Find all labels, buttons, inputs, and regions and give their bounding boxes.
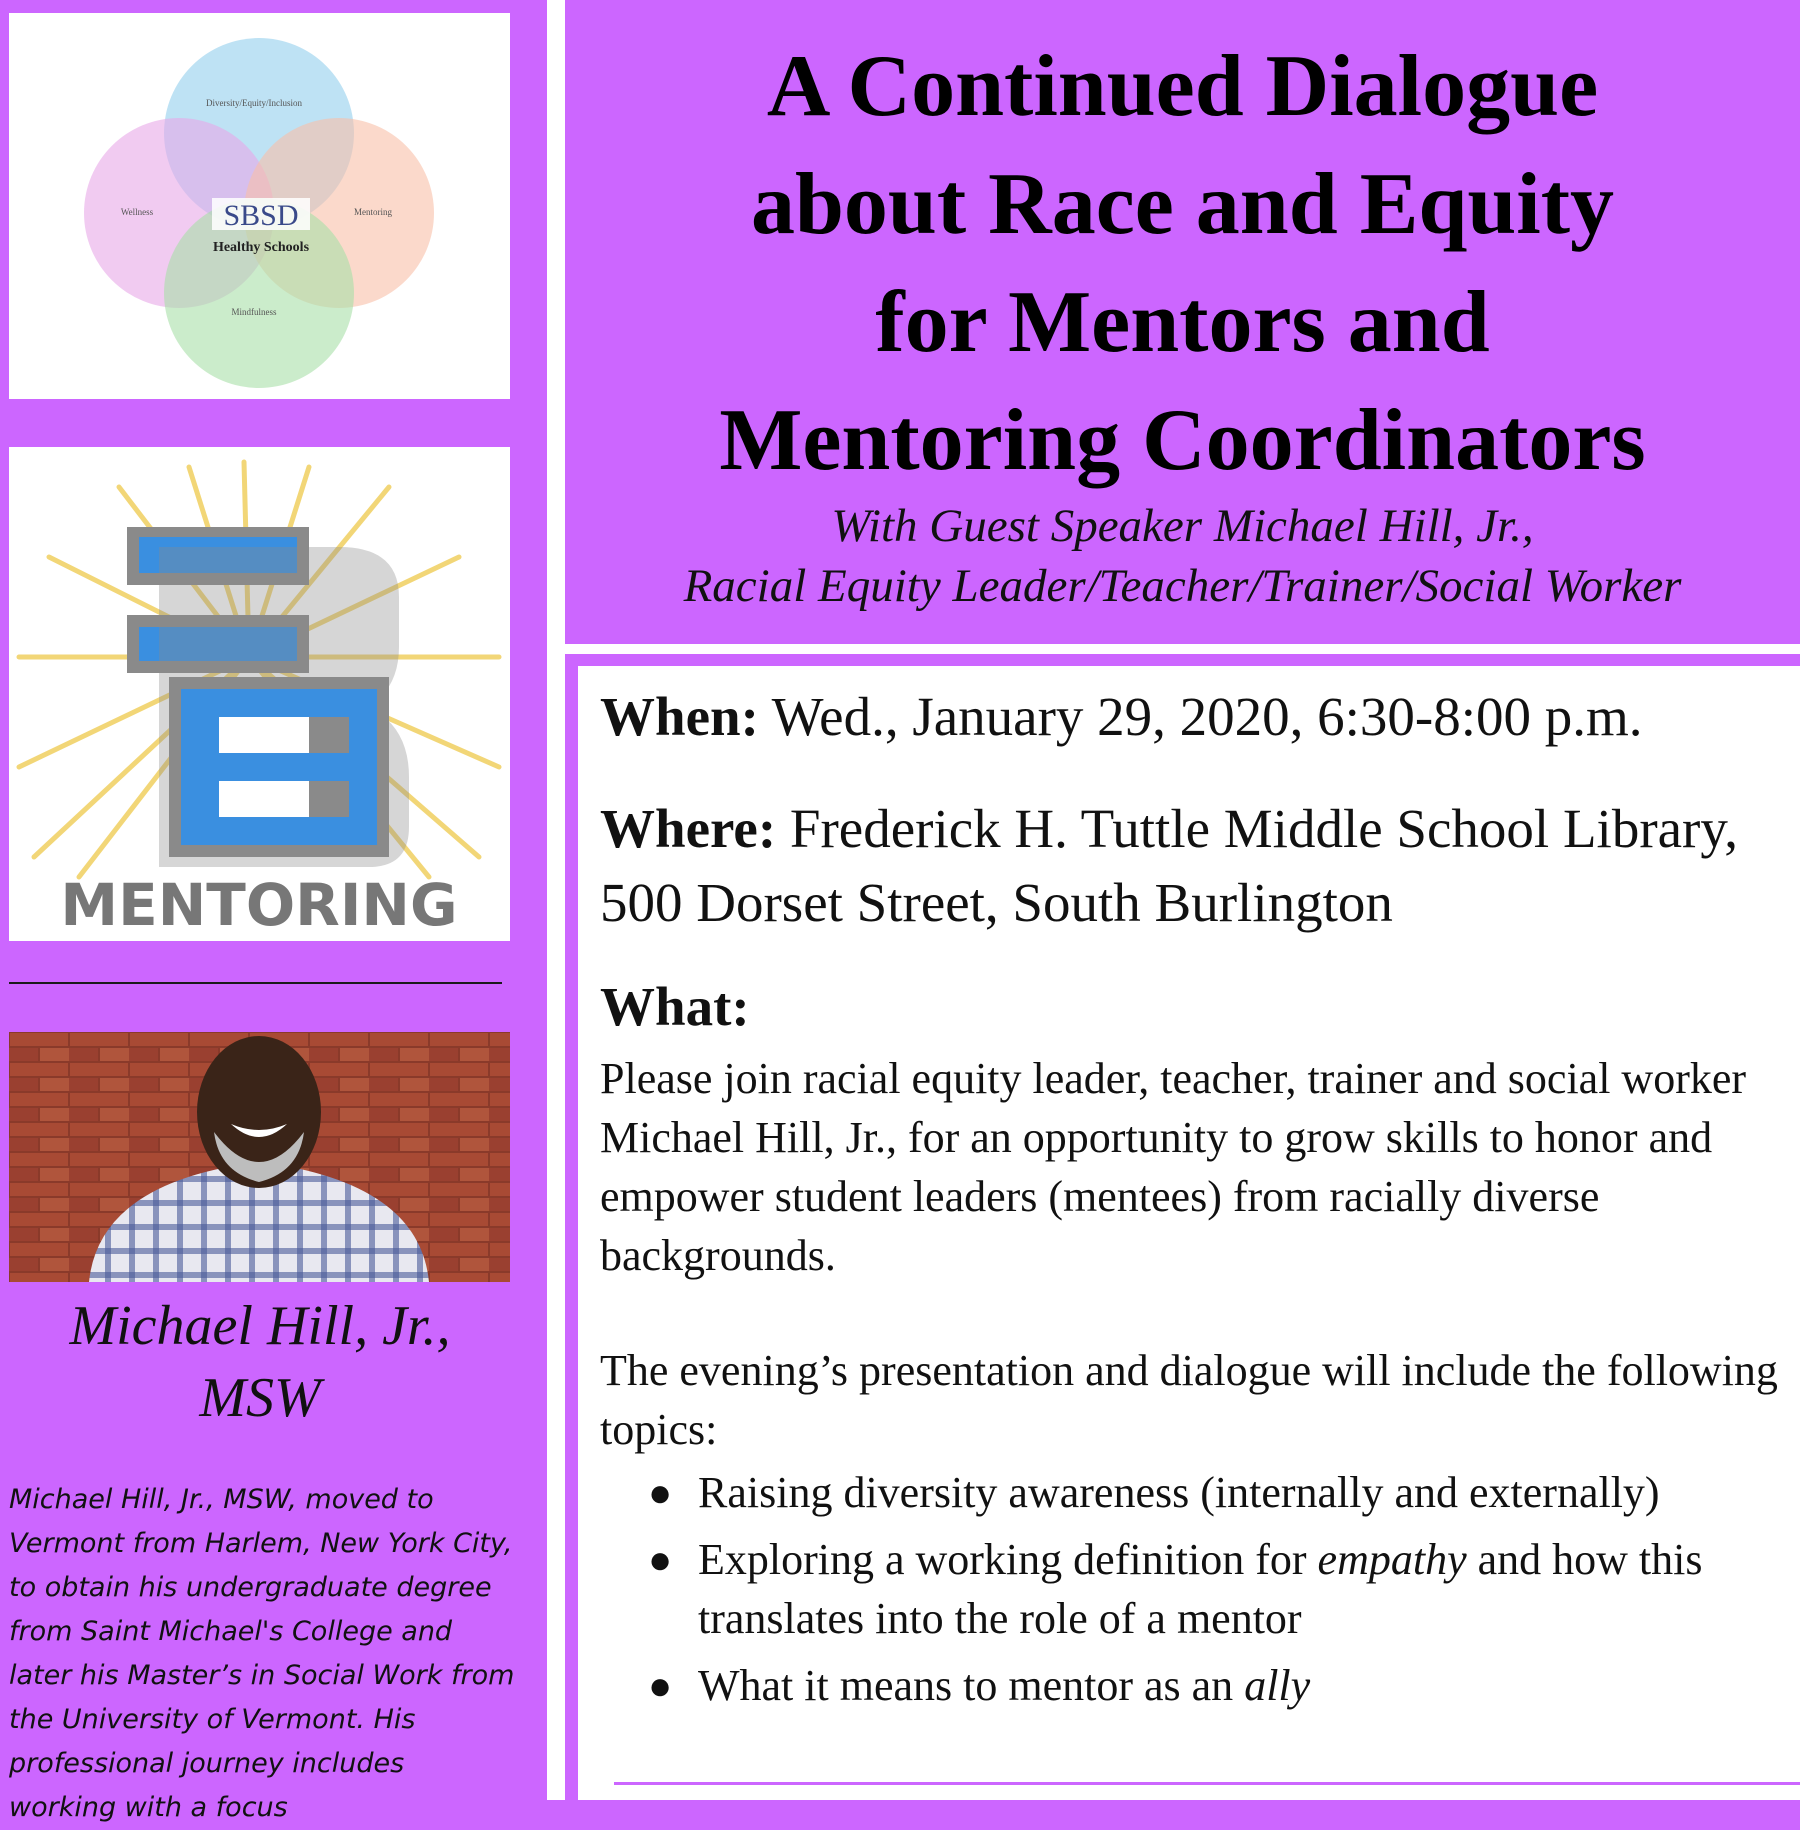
what-label: What: [600, 976, 750, 1037]
topic-emphasis: ally [1244, 1661, 1311, 1710]
sb-mentoring-graphic [9, 447, 510, 941]
mentoring-label: MENTORING [60, 871, 458, 939]
what-description: Please join racial equity leader, teacher, trainer and social worker Michael Hill, Jr., for an opportunity to grow skills to honor and empower student leaders (mentees) from racially diverse backgrounds. [600, 1054, 1747, 1280]
title-line-2: about Race and Equity [750, 156, 1615, 253]
speaker-photo-illustration [9, 1032, 510, 1282]
left-column-divider [9, 982, 502, 984]
title-separator [565, 644, 1800, 654]
sb-mentoring-logo [9, 447, 510, 941]
when-value: Wed., January 29, 2020, 6:30-8:00 p.m. [771, 686, 1643, 747]
venn-center-subtitle: Healthy Schools [212, 240, 310, 255]
title-line-1: A Continued Dialogue [766, 38, 1599, 135]
topic-item [648, 1656, 1798, 1715]
title-line-4: Mentoring Coordinators [719, 392, 1646, 489]
topic-text-post: and how this translates into the role of a mentor [698, 1535, 1703, 1643]
speaker-bio: Michael Hill, Jr., MSW, moved to Vermont from Harlem, New York City, to obtain his undergraduate degree from Saint Michael's College and later his Master’s in Social Work from the University of Vermont. His professional journey includes working with a focus [9, 1484, 515, 1823]
event-subtitle [565, 496, 1800, 616]
subtitle-line-2: Racial Equity Leader/Teacher/Trainer/Social Worker [683, 560, 1682, 612]
venn-label-left: Wellness [120, 207, 154, 217]
topic-text-pre: What it means to mentor as an [698, 1661, 1245, 1710]
where-row [600, 792, 1795, 940]
speaker-name-line1: Michael Hill, Jr., [69, 1295, 451, 1357]
venn-label-bottom: Mindfulness [231, 307, 277, 317]
when-row [600, 680, 1795, 754]
topics-intro: The evening’s presentation and dialogue will include the following topics: [600, 1346, 1778, 1454]
bottom-rule [614, 1782, 1800, 1785]
topic-item [648, 1530, 1798, 1648]
event-details-panel [578, 666, 1800, 1800]
healthy-schools-venn-logo [9, 13, 510, 399]
sb-monogram [127, 527, 409, 867]
where-value: Frederick H. Tuttle Middle School Library, 500 Dorset Street, South Burlington [600, 798, 1739, 933]
venn-center-title: SBSD [223, 199, 299, 232]
bullet-icon: ● [648, 1537, 673, 1582]
title-line-3: for Mentors and [875, 274, 1490, 371]
when-label: When: [600, 686, 759, 747]
where-label: Where: [600, 798, 777, 859]
topic-emphasis: empathy [1317, 1535, 1467, 1584]
topic-text: Raising diversity awareness (internally and externally) [698, 1468, 1660, 1517]
bullet-icon: ● [648, 1663, 673, 1708]
venn-label-top: Diversity/Equity/Inclusion [206, 98, 302, 108]
topic-text-pre: Exploring a working definition for [698, 1535, 1318, 1584]
speaker-name [0, 1290, 520, 1434]
event-title [565, 28, 1800, 500]
venn-diagram [9, 13, 510, 399]
speaker-name-line2: MSW [199, 1367, 321, 1429]
speaker-photo [9, 1032, 510, 1282]
column-separator [547, 0, 565, 1800]
subtitle-line-1: With Guest Speaker Michael Hill, Jr., [831, 500, 1534, 552]
venn-label-right: Mentoring [354, 207, 392, 217]
topic-item [648, 1463, 1798, 1522]
bullet-icon: ● [648, 1470, 673, 1515]
topics-list [648, 1463, 1798, 1723]
